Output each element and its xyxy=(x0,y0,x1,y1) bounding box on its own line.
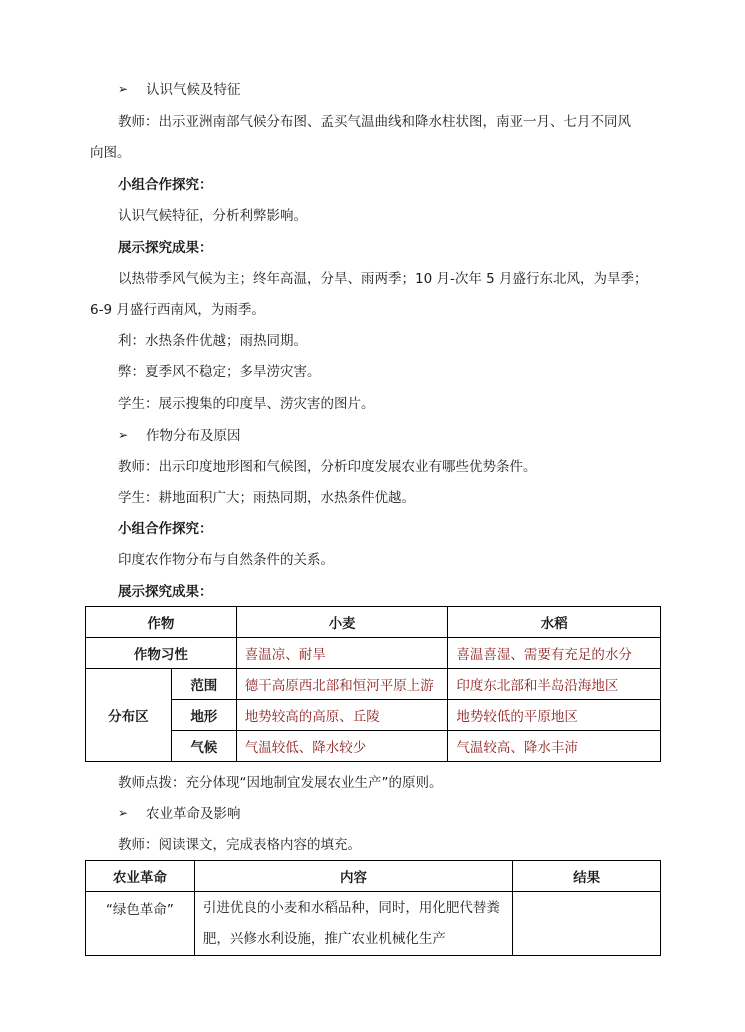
teacher-note: 教师点拨：充分体现“因地制宜发展农业生产”的原则。 xyxy=(118,775,443,791)
content-line: 引进优良的小麦和水稻品种，同时，用化肥代替粪 xyxy=(202,900,500,916)
green-revolution-result xyxy=(513,892,661,956)
group-text: 印度农作物分布与自然条件的关系。 xyxy=(118,552,334,568)
revolution-table xyxy=(85,860,661,956)
table-row xyxy=(86,892,661,956)
terrain-wheat: 地势较高的高原、丘陵 xyxy=(236,700,448,731)
header-content: 内容 xyxy=(194,861,512,892)
climate-wheat: 气温较低、降水较少 xyxy=(236,731,448,762)
header-wheat: 小麦 xyxy=(236,607,448,638)
bullet-icon: ➢ xyxy=(118,428,129,442)
table-row xyxy=(86,607,661,638)
table-row xyxy=(86,861,661,892)
terrain-label: 地形 xyxy=(171,700,236,731)
teacher-text: 教师：出示印度地形图和气候图，分析印度发展农业有哪些优势条件。 xyxy=(118,459,537,475)
result-text-cont: 6-9 月盛行西南风，为雨季。 xyxy=(90,302,265,318)
habit-wheat: 喜温凉、耐旱 xyxy=(236,638,448,669)
table-row xyxy=(86,638,661,669)
section-heading-climate: 认识气候及特征 xyxy=(146,82,241,98)
green-revolution-label: “绿色革命” xyxy=(86,892,195,956)
climate-label: 气候 xyxy=(171,731,236,762)
range-wheat: 德干高原西北部和恒河平原上游 xyxy=(236,669,448,700)
table-row xyxy=(86,731,661,762)
teacher-text-cont: 向图。 xyxy=(90,145,131,161)
crop-table xyxy=(85,606,661,762)
pro-text: 利：水热条件优越；雨热同期。 xyxy=(118,333,307,349)
header-result: 结果 xyxy=(513,861,661,892)
student-text: 学生：耕地面积广大；雨热同期，水热条件优越。 xyxy=(118,490,415,506)
climate-rice: 气温较高、降水丰沛 xyxy=(448,731,661,762)
habit-label: 作物习性 xyxy=(86,638,237,669)
student-text: 学生：展示搜集的印度旱、涝灾害的图片。 xyxy=(118,396,375,412)
green-revolution-content xyxy=(194,892,512,956)
header-crop: 作物 xyxy=(86,607,237,638)
bullet-icon: ➢ xyxy=(118,806,129,820)
result-title: 展示探究成果： xyxy=(118,240,213,256)
teacher-text: 教师：阅读课文，完成表格内容的填充。 xyxy=(118,837,361,853)
table-row xyxy=(86,700,661,731)
group-text: 认识气候特征，分析利弊影响。 xyxy=(118,208,307,224)
section-heading-crops: 作物分布及原因 xyxy=(146,428,241,444)
table-row xyxy=(86,669,661,700)
con-text: 弊：夏季风不稳定；多旱涝灾害。 xyxy=(118,364,321,380)
section-heading-revolution: 农业革命及影响 xyxy=(146,806,241,822)
header-rice: 水稻 xyxy=(448,607,661,638)
range-label: 范围 xyxy=(171,669,236,700)
header-revolution: 农业革命 xyxy=(86,861,195,892)
content-line: 肥，兴修水利设施，推广农业机械化生产 xyxy=(202,931,446,947)
group-title: 小组合作探究： xyxy=(118,177,213,193)
result-text: 以热带季风气候为主；终年高温，分旱、雨两季；10 月-次年 5 月盛行东北风，为旱季； xyxy=(118,271,648,287)
bullet-icon: ➢ xyxy=(118,82,129,96)
group-title: 小组合作探究： xyxy=(118,521,213,537)
teacher-text: 教师：出示亚洲南部气候分布图、孟买气温曲线和降水柱状图，南亚一月、七月不同风 xyxy=(118,114,631,130)
distribution-label: 分布区 xyxy=(86,669,172,762)
range-rice: 印度东北部和半岛沿海地区 xyxy=(448,669,661,700)
result-title: 展示探究成果： xyxy=(118,584,213,600)
habit-rice: 喜温喜湿、需要有充足的水分 xyxy=(448,638,661,669)
terrain-rice: 地势较低的平原地区 xyxy=(448,700,661,731)
